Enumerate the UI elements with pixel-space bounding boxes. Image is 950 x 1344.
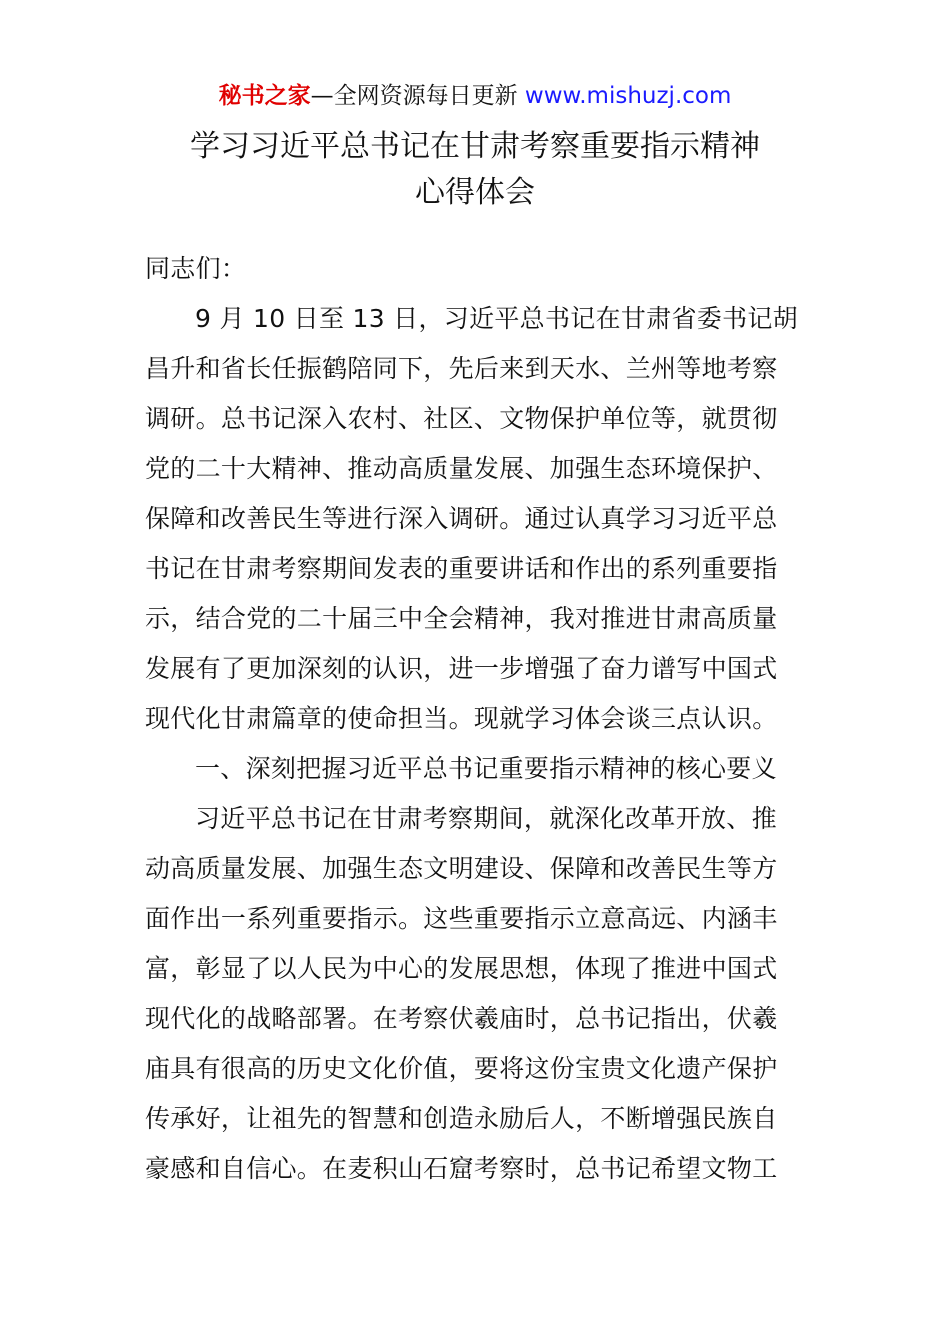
body-line: 9 月 10 日至 13 日，习近平总书记在甘肃省委书记胡 xyxy=(195,304,798,333)
body-line: 现代化甘肃篇章的使命担当。现就学习体会谈三点认识。 xyxy=(145,704,778,733)
body-line: 保障和改善民生等进行深入调研。通过认真学习习近平总 xyxy=(145,504,778,533)
brand-name: 秘书之家 xyxy=(218,83,311,109)
document-body xyxy=(145,244,811,1194)
title-line-1: 学习习近平总书记在甘肃考察重要指示精神 xyxy=(190,129,760,164)
body-line: 习近平总书记在甘肃考察期间，就深化改革开放、推 xyxy=(195,804,777,833)
body-line: 昌升和省长任振鹤陪同下，先后来到天水、兰州等地考察 xyxy=(145,354,778,383)
body-line: 一、深刻把握习近平总书记重要指示精神的核心要义 xyxy=(195,754,777,783)
body-line: 富，彰显了以人民为中心的发展思想，体现了推进中国式 xyxy=(145,954,778,983)
brand-tagline: —全网资源每日更新 xyxy=(310,83,518,109)
body-line: 调研。总书记深入农村、社区、文物保护单位等，就贯彻 xyxy=(145,404,778,433)
body-line: 发展有了更加深刻的认识，进一步增强了奋力谱写中国式 xyxy=(145,654,778,683)
body-line: 动高质量发展、加强生态文明建设、保障和改善民生等方 xyxy=(145,854,778,883)
body-line: 豪感和自信心。在麦积山石窟考察时，总书记希望文物工 xyxy=(145,1154,778,1183)
document-title xyxy=(0,124,950,216)
title-line-2: 心得体会 xyxy=(415,175,535,210)
body-line: 面作出一系列重要指示。这些重要指示立意高远、内涵丰 xyxy=(145,904,778,933)
body-line: 传承好，让祖先的智慧和创造永励后人，不断增强民族自 xyxy=(145,1104,778,1133)
brand-url: www.mishuzj.com xyxy=(517,83,732,109)
site-header xyxy=(0,80,950,112)
body-line: 书记在甘肃考察期间发表的重要讲话和作出的系列重要指 xyxy=(145,554,778,583)
body-line: 庙具有很高的历史文化价值，要将这份宝贵文化遗产保护 xyxy=(145,1054,778,1083)
body-line: 现代化的战略部署。在考察伏羲庙时，总书记指出，伏羲 xyxy=(145,1004,778,1033)
body-line: 党的二十大精神、推动高质量发展、加强生态环境保护、 xyxy=(145,454,778,483)
body-line: 示，结合党的二十届三中全会精神，我对推进甘肃高质量 xyxy=(145,604,778,633)
body-line: 同志们： xyxy=(145,254,247,283)
